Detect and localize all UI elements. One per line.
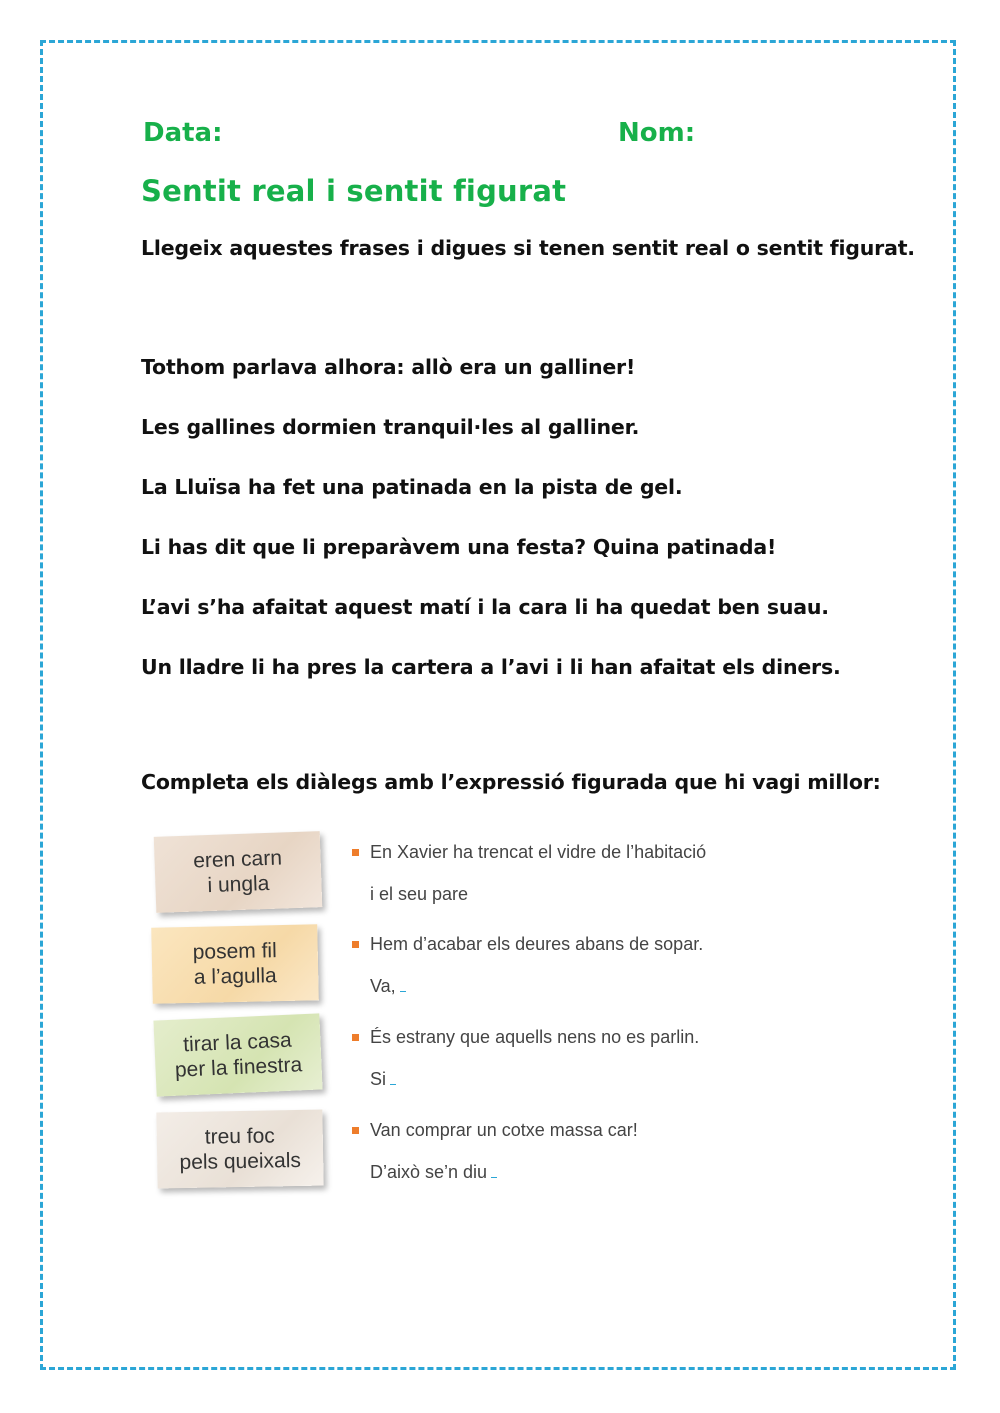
card-line: eren carn [192, 846, 283, 873]
dialog-item [352, 1026, 699, 1090]
dialog-answer-prefix: Si [370, 1069, 387, 1089]
sentence-item: Les gallines dormien tranquil·les al galliner. [141, 415, 640, 439]
worksheet-title: Sentit real i sentit figurat [141, 174, 567, 208]
sentence-item: L’avi s’ha afaitat aquest matí i la cara li ha quedat ben suau. [141, 595, 829, 619]
expression-card[interactable] [154, 831, 323, 913]
instruction-complete-dialogs: Completa els diàlegs amb l’expressió figurada que hi vagi millor: [141, 770, 881, 794]
answer-blank[interactable] [390, 1072, 396, 1085]
answer-blank[interactable] [491, 1165, 497, 1178]
sentence-item: Un lladre li ha pres la cartera a l’avi i li han afaitat els diners. [141, 655, 841, 679]
dialog-prompt: Hem d’acabar els deures abans de sopar. [352, 933, 703, 975]
dialog-answer-line [352, 1161, 638, 1183]
expression-card[interactable] [156, 1110, 323, 1189]
sentence-list [141, 354, 841, 714]
card-line: a l’agulla [193, 964, 277, 989]
dialog-answer-line [352, 975, 703, 997]
expression-card[interactable] [151, 924, 319, 1003]
dialog-answer-line [352, 883, 706, 905]
dialog-answer-line [352, 1068, 699, 1090]
card-line: posem fil [192, 939, 277, 964]
dialog-prompt: És estrany que aquells nens no es parlin. [352, 1026, 699, 1068]
card-line: i ungla [207, 871, 270, 898]
dialog-item [352, 841, 706, 905]
date-label: Data: [143, 118, 223, 148]
expression-card[interactable] [153, 1013, 322, 1096]
dialog-item [352, 933, 703, 997]
dialog-item [352, 1119, 638, 1183]
dialog-answer-prefix: D’això se’n diu [370, 1162, 488, 1182]
card-line: tirar la casa [182, 1028, 293, 1057]
dialog-prompt: En Xavier ha trencat el vidre de l’habitació [352, 841, 706, 883]
card-line: per la finestra [174, 1053, 303, 1082]
answer-blank[interactable] [400, 979, 406, 992]
name-label: Nom: [618, 118, 696, 148]
sentence-item: Li has dit que li preparàvem una festa? Quina patinada! [141, 535, 777, 559]
sentence-item: Tothom parlava alhora: allò era un galliner! [141, 355, 636, 379]
instruction-read-sentences: Llegeix aquestes frases i digues si tenen sentit real o sentit figurat. [141, 236, 915, 260]
dialog-answer-prefix: Va, [370, 976, 396, 996]
dialog-prompt: Van comprar un cotxe massa car! [352, 1119, 638, 1161]
card-line: pels queixals [179, 1148, 302, 1175]
dialog-answer-prefix: i el seu pare [370, 884, 469, 904]
card-line: treu foc [204, 1124, 275, 1149]
sentence-item: La Lluïsa ha fet una patinada en la pista de gel. [141, 475, 683, 499]
